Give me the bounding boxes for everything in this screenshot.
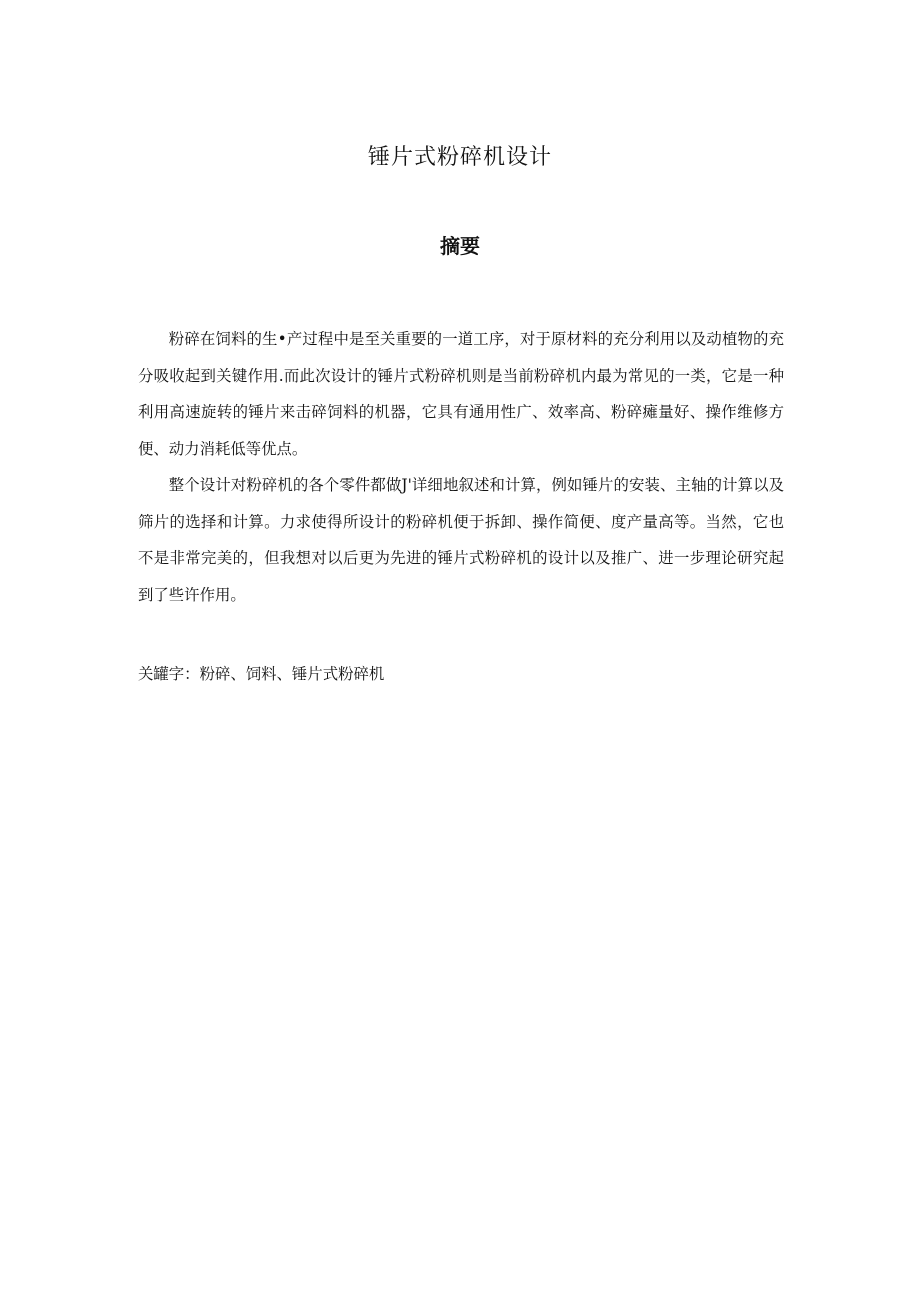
abstract-paragraph-2: 整个设计对粉碎机的各个零件都做J'详细地叙述和计算，例如锤片的安装、主轴的计算以及筛片的选择和计算。力求使得所设计的粉碎机便于拆卸、操作简便、度产量高等。当然，它也不是非常完美的，但我想对以后更为先进的锤片式粉碎机的设计以及推广、进一步理论研究起到了些许作用。 [138, 476, 784, 604]
abstract-paragraph-1: 粉碎在饲料的生•产过程中是至关重要的一道工序，对于原材料的充分利用以及动植物的充分吸收起到关键作用.而此次设计的锤片式粉碎机则是当前粉碎机内最为常见的一类，它是一种利用高速旋转的锤片来击碎饲料的机器，它具有通用性广、效率高、粉碎瘫量好、操作维修方便、动力消耗低等优点。 [138, 330, 784, 458]
abstract-heading: 摘要 [440, 234, 480, 258]
document-title: 锤片式粉碎机设计 [367, 145, 552, 170]
keywords-line: 关罐字：粉碎、饲料、锤片式粉碎机 [138, 665, 385, 683]
abstract-body [138, 321, 784, 613]
